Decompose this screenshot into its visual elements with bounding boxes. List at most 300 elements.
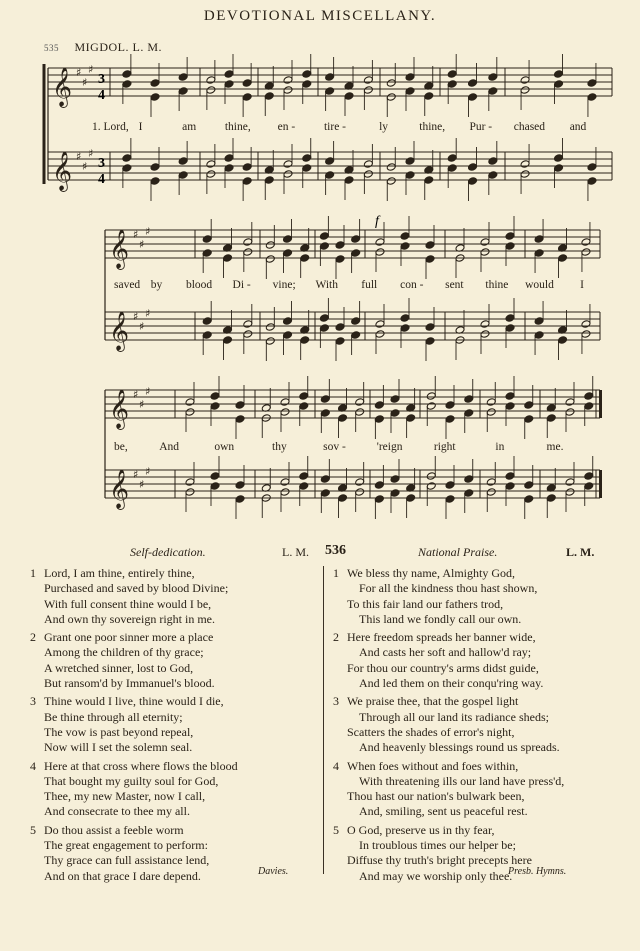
notehead <box>325 171 335 180</box>
lyrics-line-3 <box>114 441 564 453</box>
time-signature-top: 3 <box>98 156 105 171</box>
lyric-syllable: am <box>182 121 197 133</box>
sharp-sign: ♯ <box>76 150 82 163</box>
stanza-number: 2 <box>30 630 36 645</box>
sharp-sign: ♯ <box>133 388 139 401</box>
stanza-line: To this fair land our fathers trod, <box>347 596 504 611</box>
notehead <box>265 323 275 332</box>
sharp-sign: ♯ <box>139 320 145 333</box>
stanza-line: O God, preserve us in thy fear, <box>347 822 495 837</box>
notehead <box>445 495 455 504</box>
sharp-sign: ♯ <box>139 398 145 411</box>
stanza-line: Be thine through all eternity; <box>44 709 183 724</box>
lyric-syllable: and <box>569 121 587 133</box>
notehead <box>505 392 515 401</box>
notehead <box>425 323 435 332</box>
notehead <box>386 93 396 102</box>
hymn-left-meter: L. M. <box>282 545 309 559</box>
notehead <box>486 488 496 497</box>
notehead <box>235 415 245 424</box>
notehead <box>524 415 534 424</box>
notehead <box>265 255 275 264</box>
notehead <box>374 401 384 410</box>
notehead <box>150 79 160 88</box>
notehead <box>375 320 385 329</box>
stanza-number: 3 <box>333 694 339 709</box>
notehead <box>320 409 330 418</box>
hymn-right-stanza <box>333 566 623 627</box>
notehead <box>150 163 160 172</box>
notehead <box>319 242 329 251</box>
notehead <box>505 242 515 251</box>
sharp-sign: ♯ <box>82 76 88 89</box>
lyric-syllable: con - <box>400 279 424 291</box>
notehead <box>445 401 455 410</box>
lyrics-line-1 <box>92 121 587 133</box>
notehead <box>224 80 234 89</box>
hymn-left-author: Davies. <box>258 866 289 877</box>
stanza-line: And consecrate to thee my all. <box>44 804 190 819</box>
notehead <box>468 93 478 102</box>
column-divider <box>323 566 324 874</box>
notehead <box>355 398 365 407</box>
stanza-line: That bought my guilty soul for God, <box>44 773 219 788</box>
notehead <box>302 80 312 89</box>
notehead <box>405 73 415 82</box>
notehead <box>374 415 384 424</box>
notehead <box>302 164 312 173</box>
notehead <box>344 92 354 101</box>
notehead <box>565 408 575 417</box>
notehead <box>488 87 498 96</box>
stanza-line: And casts her soft and hallow'd ray; <box>359 645 532 660</box>
lyric-syllable: thine <box>485 279 509 291</box>
notehead <box>546 494 556 503</box>
lyric-syllable: With <box>315 279 339 291</box>
dynamic-mark: f <box>375 214 379 229</box>
stanza-line: And may we worship only thee. <box>359 868 513 883</box>
stanza-line: And on that grace I dare depend. <box>44 868 201 883</box>
sharp-sign: ♯ <box>133 310 139 323</box>
notehead <box>524 481 534 490</box>
notehead <box>468 79 478 88</box>
final-barline <box>599 470 602 498</box>
stanza-line: And led them on their conqu'ring way. <box>359 676 544 691</box>
notehead <box>299 402 309 411</box>
notehead <box>505 472 515 481</box>
stanza-line: Here freedom spreads her banner wide, <box>347 630 536 645</box>
notehead <box>374 495 384 504</box>
lyric-syllable: I <box>580 279 584 291</box>
notehead <box>424 92 434 101</box>
notehead <box>338 494 348 503</box>
notehead <box>283 249 293 258</box>
hymn-right-meter: L. M. <box>566 545 595 559</box>
notehead <box>242 163 252 172</box>
notehead <box>283 86 293 95</box>
notehead <box>202 249 212 258</box>
notehead <box>206 160 216 169</box>
notehead <box>386 79 396 88</box>
treble-clef: 𝄞 <box>109 469 130 509</box>
notehead <box>243 330 253 339</box>
notehead <box>283 170 293 179</box>
treble-clef: 𝄞 <box>52 67 73 107</box>
notehead <box>223 254 233 263</box>
notehead <box>265 337 275 346</box>
sharp-sign: ♯ <box>88 147 94 160</box>
notehead <box>280 398 290 407</box>
notehead <box>335 337 345 346</box>
stanza-number: 5 <box>333 822 339 837</box>
notehead <box>505 314 515 323</box>
stanza-line: Thee, my new Master, now I call, <box>44 789 206 804</box>
notehead <box>355 478 365 487</box>
stanza-number: 4 <box>30 758 36 773</box>
notehead <box>363 160 373 169</box>
stanza-line: Diffuse thy truth's bright precepts here <box>347 853 532 868</box>
stanza-line: Now will I set the solemn seal. <box>44 740 193 755</box>
hymn-right-stanza <box>333 630 623 691</box>
hymn-right-number: 536 <box>325 543 346 558</box>
hymn-right-title: National Praise. <box>418 545 498 559</box>
treble-clef: 𝄞 <box>52 151 73 191</box>
notehead <box>386 163 396 172</box>
stanza-line: Lord, I am thine, entirely thine, <box>44 566 195 580</box>
notehead <box>202 331 212 340</box>
notehead <box>243 248 253 257</box>
notehead <box>319 314 329 323</box>
sharp-sign: ♯ <box>145 385 151 398</box>
hymn-right-stanza <box>333 694 623 755</box>
stanza-number: 2 <box>333 630 339 645</box>
stanza-line: Grant one poor sinner more a place <box>44 630 214 645</box>
notehead <box>486 398 496 407</box>
notehead <box>375 248 385 257</box>
notehead <box>520 76 530 85</box>
notehead <box>581 320 591 329</box>
stanza-line: In troublous times our helper be; <box>359 838 516 853</box>
notehead <box>283 160 293 169</box>
stanza-line: For thou our country's arms didst guide, <box>347 660 539 675</box>
sharp-sign: ♯ <box>82 160 88 173</box>
notehead <box>374 481 384 490</box>
notehead <box>224 164 234 173</box>
notehead <box>400 232 410 241</box>
hymn-left-title: Self-dedication. <box>130 545 206 559</box>
tune-number: 535 <box>44 43 59 53</box>
notehead <box>520 170 530 179</box>
notehead <box>319 324 329 333</box>
notehead <box>243 320 253 329</box>
notehead <box>302 154 312 163</box>
notehead <box>584 392 594 401</box>
notehead <box>210 392 220 401</box>
stanza-line: The great engagement to perform: <box>44 838 208 853</box>
stanza-line: Do thou assist a feeble worm <box>44 822 184 837</box>
stanza-line: Among the children of thy grace; <box>44 645 204 660</box>
sharp-sign: ♯ <box>139 238 145 251</box>
notehead <box>335 255 345 264</box>
notehead <box>424 176 434 185</box>
notehead <box>122 154 132 163</box>
tune-meter: L. M. <box>132 40 162 54</box>
notehead <box>480 330 490 339</box>
lyric-syllable: chased <box>513 121 546 133</box>
notehead <box>554 164 564 173</box>
notehead <box>464 395 474 404</box>
notehead <box>464 475 474 484</box>
notehead <box>283 331 293 340</box>
notehead <box>351 235 361 244</box>
notehead <box>223 336 233 345</box>
notehead <box>546 414 556 423</box>
stanza-line: But ransom'd by Immanuel's blood. <box>44 676 215 691</box>
notehead <box>344 176 354 185</box>
stanza-line: The vow is past beyond repeal, <box>44 724 194 739</box>
notehead <box>178 171 188 180</box>
notehead <box>335 241 345 250</box>
notehead <box>325 87 335 96</box>
notehead <box>325 157 335 166</box>
notehead <box>242 93 252 102</box>
lyric-syllable: vine; <box>272 279 296 291</box>
notehead <box>150 93 160 102</box>
notehead <box>300 336 310 345</box>
notehead <box>235 481 245 490</box>
notehead <box>426 402 436 411</box>
notehead <box>425 255 435 264</box>
notehead <box>363 86 373 95</box>
hymn-left-stanza <box>30 630 320 691</box>
notehead <box>390 395 400 404</box>
notehead <box>302 70 312 79</box>
notehead <box>505 232 515 241</box>
notehead <box>264 92 274 101</box>
notehead <box>320 395 330 404</box>
stanza-number: 5 <box>30 822 36 837</box>
stanza-line: For all the kindness thou hast shown, <box>359 581 538 596</box>
page-header: DEVOTIONAL MISCELLANY. <box>203 8 437 24</box>
hymn-left-heading <box>130 545 206 560</box>
lyric-syllable: tire - <box>323 121 347 133</box>
notehead <box>406 414 416 423</box>
lyric-syllable: right <box>433 441 456 453</box>
notehead <box>242 177 252 186</box>
notehead <box>584 402 594 411</box>
lyric-syllable: 1. Lord, <box>92 121 129 133</box>
notehead <box>122 70 132 79</box>
treble-clef: 𝄞 <box>109 311 130 351</box>
notehead <box>210 472 220 481</box>
notehead <box>505 324 515 333</box>
notehead <box>224 154 234 163</box>
notehead <box>265 241 275 250</box>
notehead <box>534 331 544 340</box>
notehead <box>280 488 290 497</box>
treble-clef: 𝄞 <box>109 229 130 269</box>
notehead <box>319 232 329 241</box>
lyric-syllable: thy <box>272 441 287 453</box>
final-barline <box>599 390 602 418</box>
notehead <box>210 482 220 491</box>
notehead <box>558 336 568 345</box>
notehead <box>524 401 534 410</box>
notehead <box>338 414 348 423</box>
time-signature-bottom: 4 <box>98 172 105 187</box>
sharp-sign: ♯ <box>76 66 82 79</box>
stanza-line: We praise thee, that the gospel light <box>347 694 519 709</box>
notehead <box>400 314 410 323</box>
notehead <box>480 248 490 257</box>
lyric-syllable: ly <box>379 121 389 133</box>
notehead <box>390 409 400 418</box>
stanza-line: Thine would I live, thine would I die, <box>44 694 224 709</box>
notehead <box>299 482 309 491</box>
stanza-line: With threatening ills our land have press'd, <box>359 773 565 788</box>
notehead <box>587 93 597 102</box>
notehead <box>488 157 498 166</box>
notehead <box>325 73 335 82</box>
hymn-right-heading <box>418 545 497 560</box>
notehead <box>351 331 361 340</box>
lyric-syllable: blood <box>185 279 213 291</box>
notehead <box>488 73 498 82</box>
stanza-number: 3 <box>30 694 36 709</box>
notehead <box>299 392 309 401</box>
hymn-left-stanza <box>30 566 320 627</box>
sharp-sign: ♯ <box>133 228 139 241</box>
lyric-syllable: thine, <box>419 121 446 133</box>
notehead <box>480 320 490 329</box>
notehead <box>185 398 195 407</box>
stanza-line: Here at that cross where flows the blood <box>44 758 238 773</box>
notehead <box>447 70 457 79</box>
notehead <box>355 408 365 417</box>
notehead <box>264 176 274 185</box>
notehead <box>185 478 195 487</box>
notehead <box>468 163 478 172</box>
notehead <box>581 330 591 339</box>
lyric-syllable: Pur - <box>469 121 493 133</box>
notehead <box>445 415 455 424</box>
notehead <box>280 478 290 487</box>
lyric-syllable: Di - <box>232 279 251 291</box>
notehead <box>447 80 457 89</box>
notehead <box>178 87 188 96</box>
notehead <box>426 472 436 481</box>
lyric-syllable: 'reign <box>376 441 403 453</box>
notehead <box>235 495 245 504</box>
notehead <box>206 170 216 179</box>
notehead <box>486 478 496 487</box>
stanza-line: This land we fondly call our own. <box>359 611 522 626</box>
sharp-sign: ♯ <box>133 468 139 481</box>
notehead <box>320 489 330 498</box>
stanza-line: With full consent thine would I be, <box>44 596 212 611</box>
notehead <box>505 402 515 411</box>
lyrics-line-2 <box>114 279 584 291</box>
notehead <box>445 481 455 490</box>
notehead <box>447 164 457 173</box>
notehead <box>283 317 293 326</box>
lyric-syllable: en - <box>277 121 296 133</box>
sharp-sign: ♯ <box>145 307 151 320</box>
notehead <box>185 408 195 417</box>
lyric-syllable: thine, <box>224 121 251 133</box>
hymn-left-stanza <box>30 759 320 820</box>
notehead <box>406 494 416 503</box>
hymn-right-stanza <box>333 823 623 884</box>
notehead <box>405 157 415 166</box>
notehead <box>242 79 252 88</box>
notehead <box>587 79 597 88</box>
notehead <box>206 76 216 85</box>
notehead <box>584 482 594 491</box>
notehead <box>468 177 478 186</box>
notehead <box>386 177 396 186</box>
notehead <box>587 163 597 172</box>
notehead <box>524 495 534 504</box>
lyric-syllable: saved <box>114 279 141 291</box>
notehead <box>520 86 530 95</box>
notehead <box>520 160 530 169</box>
hymn-left-text <box>30 566 320 887</box>
notehead <box>150 177 160 186</box>
stanza-line: We bless thy name, Almighty God, <box>347 566 516 580</box>
notehead <box>464 409 474 418</box>
notehead <box>283 76 293 85</box>
notehead <box>351 249 361 258</box>
notehead <box>351 317 361 326</box>
sharp-sign: ♯ <box>145 465 151 478</box>
stanza-line: Thou hast our nation's bulwark been, <box>347 789 525 804</box>
stanza-number: 4 <box>333 758 339 773</box>
notehead <box>185 488 195 497</box>
stanza-line: Purchased and saved by blood Divine; <box>44 581 229 596</box>
notehead <box>534 249 544 258</box>
sharp-sign: ♯ <box>88 63 94 76</box>
notehead <box>425 337 435 346</box>
notehead <box>565 478 575 487</box>
notehead <box>283 235 293 244</box>
sharp-sign: ♯ <box>139 478 145 491</box>
notehead <box>488 171 498 180</box>
lyric-syllable: be, <box>114 441 128 453</box>
hymn-right-author: Presb. Hymns. <box>508 866 567 877</box>
sharp-sign: ♯ <box>145 225 151 238</box>
notehead <box>206 86 216 95</box>
stanza-line: And own thy sovereign right in me. <box>44 611 215 626</box>
notehead <box>558 254 568 263</box>
stanza-line: Thy grace can full assistance lend, <box>44 853 210 868</box>
notehead <box>480 238 490 247</box>
notehead <box>300 254 310 263</box>
notehead <box>400 324 410 333</box>
notehead <box>426 392 436 401</box>
notehead <box>565 398 575 407</box>
treble-clef: 𝄞 <box>109 389 130 429</box>
notehead <box>243 238 253 247</box>
notehead <box>202 317 212 326</box>
notehead <box>210 402 220 411</box>
lyric-syllable: sent <box>445 279 464 291</box>
stanza-line: A wretched sinner, lost to God, <box>44 660 194 675</box>
notehead <box>405 171 415 180</box>
notehead <box>486 408 496 417</box>
notehead <box>390 489 400 498</box>
notehead <box>464 489 474 498</box>
